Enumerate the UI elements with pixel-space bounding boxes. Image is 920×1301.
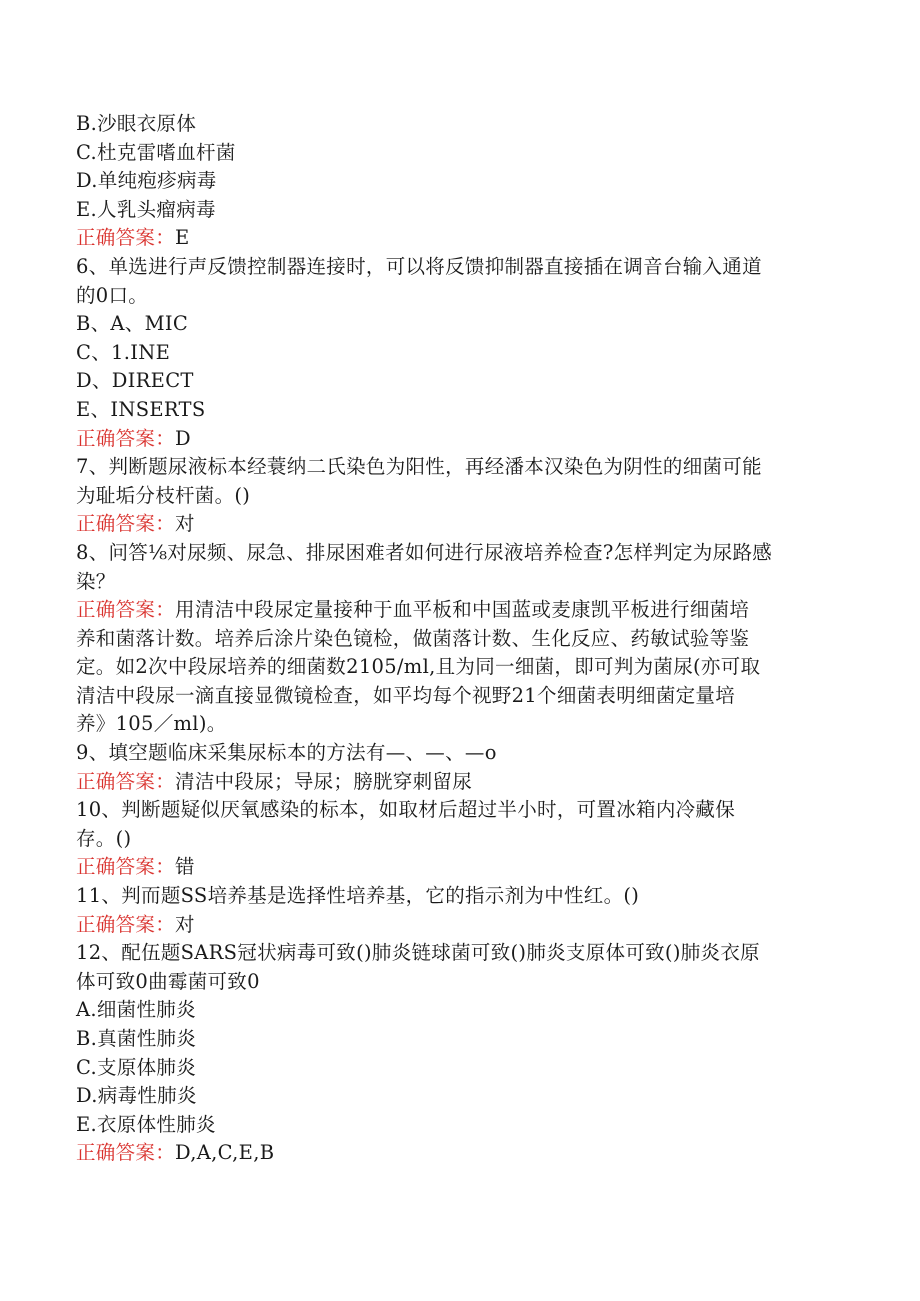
question-line: 的0口。 (76, 283, 149, 307)
answer-line (76, 510, 846, 539)
answer-label: 正确答案： (76, 855, 176, 879)
question-list (76, 110, 846, 1168)
option-line: D.单纯疱疹病毒 (76, 169, 217, 193)
question-line: 7、判断题尿液标本经蓑纳二氏染色为阳性，再经潘本汉染色为阴性的细菌可能 (76, 455, 762, 479)
question-line: 10、判断题疑似厌氧感染的标本，如取材后超过半小时，可置冰箱内冷藏保 (76, 798, 736, 822)
question-line: 存。() (76, 826, 132, 850)
answer-label: 正确答案： (76, 912, 176, 936)
answer-continuation: 养》105／ml)。 (76, 712, 227, 736)
answer-continuation: 清洁中段尿一滴直接显微镜检查，如平均每个视野21个细菌表明细菌定量培 (76, 683, 736, 707)
answer-line (76, 224, 846, 253)
answer-value: E (175, 226, 190, 250)
question-line: 染？ (76, 569, 116, 593)
answer-value: 对 (175, 912, 195, 936)
option-line: C.支原体肺炎 (76, 1055, 197, 1079)
question-line: 体可致0曲霉菌可致0 (76, 969, 260, 993)
answer-continuation: 定。如2次中段尿培养的细菌数2105/ml,且为同一细菌，即可判为菌尿(亦可取 (76, 655, 761, 679)
option-line: B、A、MIC (76, 312, 189, 336)
option-line: C、1.INE (76, 340, 171, 364)
question-line: 12、配伍题SARS冠状病毒可致()肺炎链球菌可致()肺炎支原体可致()肺炎衣原 (76, 941, 760, 965)
option-line: D、DIRECT (76, 369, 194, 393)
answer-line (76, 768, 846, 797)
answer-value: 错 (175, 855, 195, 879)
question-line: 11、判而题SS培养基是选择性培养基，它的指示剂为中性红。() (76, 884, 640, 908)
option-line: C.杜克雷嗜血杆菌 (76, 140, 236, 164)
question-line: 为耻垢分枝杆菌。() (76, 483, 251, 507)
answer-value: 清洁中段尿；导尿；膀胱穿刺留尿 (175, 769, 473, 793)
answer-continuation: 养和菌落计数。培养后涂片染色镜检，做菌落计数、生化反应、药敏试验等鉴 (76, 626, 750, 650)
answer-line (76, 596, 846, 625)
option-line: E、INSERTS (76, 397, 206, 421)
answer-value: 对 (175, 512, 195, 536)
question-line: 8、问答⅛对尿频、尿急、排尿困难者如何进行尿液培养检查?怎样判定为尿路感 (76, 540, 773, 564)
answer-label: 正确答案： (76, 426, 176, 450)
option-line: D.病毒性肺炎 (76, 1084, 197, 1108)
answer-label: 正确答案： (76, 598, 176, 622)
answer-line (76, 1139, 846, 1168)
option-line: B.真菌性肺炎 (76, 1027, 197, 1050)
answer-line (76, 853, 846, 882)
answer-value: D (175, 426, 191, 450)
answer-label: 正确答案： (76, 769, 176, 793)
question-line: 6、单选进行声反馈控制器连接时，可以将反馈抑制器直接插在调音台输入通道 (76, 254, 762, 278)
answer-line (76, 911, 846, 940)
answer-value: D,A,C,E,B (175, 1141, 275, 1165)
option-line: B.沙眼衣原体 (76, 112, 197, 135)
question-line: 9、填空题临床采集尿标本的方法有—、—、—o (76, 741, 497, 765)
option-line: E.衣原体性肺炎 (76, 1112, 216, 1136)
option-line: A.细菌性肺炎 (76, 998, 196, 1022)
answer-label: 正确答案： (76, 512, 176, 536)
answer-label: 正确答案： (76, 1141, 176, 1165)
answer-label: 正确答案： (76, 226, 176, 250)
answer-value: 用清洁中段尿定量接种于血平板和中国蓝或麦康凯平板进行细菌培 (175, 598, 750, 622)
answer-line (76, 425, 846, 454)
option-line: E.人乳头瘤病毒 (76, 197, 216, 221)
